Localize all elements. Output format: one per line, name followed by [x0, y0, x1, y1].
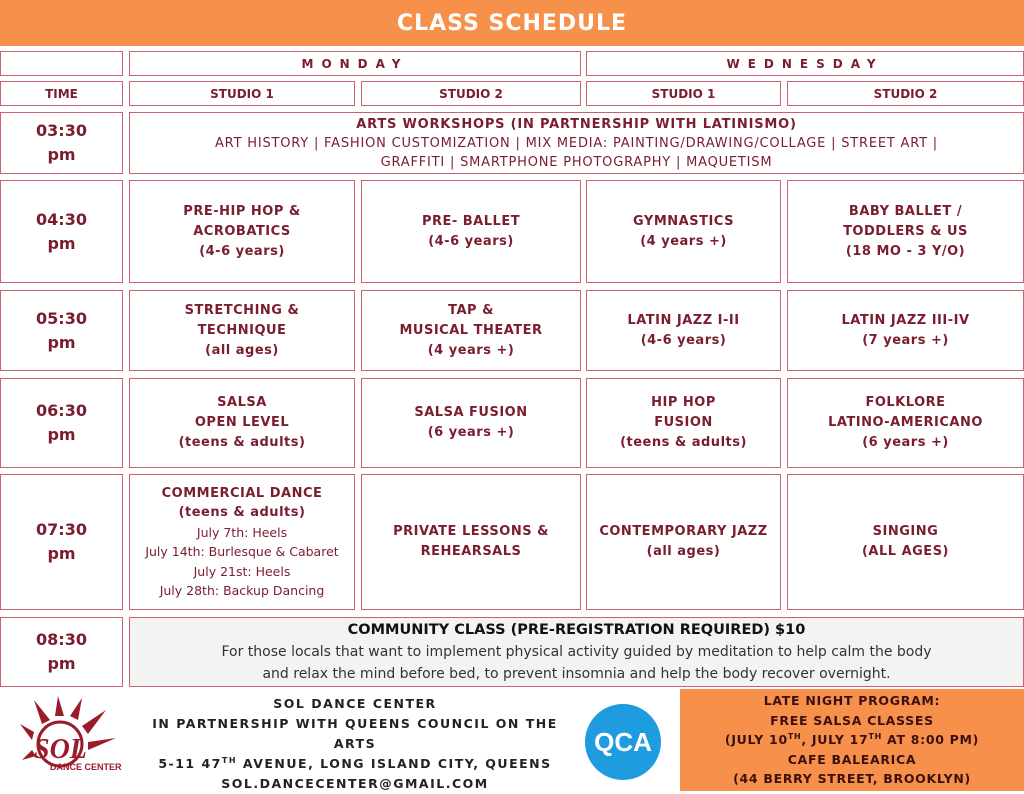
late-dates: (JULY 10TH, JULY 17TH AT 8:00 PM): [724, 732, 980, 748]
class-title: PRE-HIP HOP &: [183, 203, 301, 219]
class-private-lessons: [361, 474, 581, 610]
class-title: FOLKLORE: [865, 395, 946, 410]
time-value: 05:30: [36, 308, 87, 328]
workshop-line: GRAFFITI | SMARTPHONE PHOTOGRAPHY | MAQUETISM: [380, 154, 773, 170]
venue-address: (44 BERRY STREET, BROOKLYN): [733, 771, 971, 787]
class-folklore: [787, 378, 1024, 468]
time-pm: pm: [47, 332, 76, 352]
class-title: MUSICAL THEATER: [399, 322, 543, 338]
time-pm: pm: [47, 544, 76, 563]
class-title: CONTEMPORARY JAZZ: [599, 524, 768, 539]
class-age: (teens & adults): [178, 505, 306, 520]
class-title: LATIN JAZZ III-IV: [841, 312, 970, 328]
center-name: SOL DANCE CENTER: [273, 696, 437, 711]
class-age: (6 years +): [862, 435, 949, 450]
class-contemporary-jazz: [586, 474, 781, 610]
community-title: COMMUNITY CLASS (PRE-REGISTRATION REQUIRED) $10: [347, 622, 806, 638]
class-title: ACROBATICS: [193, 223, 291, 239]
time-0530: [0, 290, 123, 371]
late-night-program: [680, 689, 1024, 791]
class-title: PRIVATE LESSONS &: [393, 524, 549, 539]
time-value: 04:30: [36, 209, 87, 229]
class-age: (7 years +): [862, 332, 949, 348]
sol-dance-center-logo: [20, 694, 140, 786]
svg-text:DANCE CENTER: DANCE CENTER: [50, 762, 122, 772]
class-age: (18 MO - 3 Y/O): [845, 243, 966, 259]
class-tap: [361, 290, 581, 371]
late-title: LATE NIGHT PROGRAM:: [763, 693, 941, 709]
class-commercial-dance: [129, 474, 355, 610]
arts-workshops-cell: [129, 112, 1024, 174]
qca-logo: QCA: [585, 704, 661, 780]
class-title: SALSA FUSION: [414, 405, 528, 420]
time-pm: pm: [47, 654, 76, 673]
workshop-title: ARTS WORKSHOPS (IN PARTNERSHIP WITH LATINISMO): [356, 116, 797, 132]
class-title: SINGING: [872, 524, 939, 539]
time-0830: [0, 617, 123, 687]
class-latin-jazz-1: [586, 290, 781, 371]
class-date: July 7th: Heels: [196, 524, 288, 540]
class-title: TODDLERS & US: [843, 223, 968, 239]
class-title: BABY BALLET /: [848, 203, 963, 219]
time-value: 08:30: [36, 630, 87, 649]
class-title: FUSION: [654, 415, 713, 430]
class-salsa-open: [129, 378, 355, 468]
time-value: 03:30: [36, 121, 87, 140]
email-link[interactable]: SOL.DANCECENTER@GMAIL.COM: [221, 776, 489, 791]
class-age: (4 years +): [427, 342, 515, 358]
time-0730: [0, 474, 123, 610]
wed-studio1-header: STUDIO 1: [586, 81, 781, 106]
class-age: (all ages): [205, 342, 279, 358]
class-singing: [787, 474, 1024, 610]
class-title: REHEARSALS: [420, 544, 522, 559]
class-age: (ALL AGES): [861, 544, 949, 559]
time-value: 06:30: [36, 401, 87, 420]
time-0630: [0, 378, 123, 468]
class-pre-hip-hop: [129, 180, 355, 283]
class-stretching: [129, 290, 355, 371]
class-title: PRE- BALLET: [421, 213, 521, 229]
community-desc: and relax the mind before bed, to prevent insomnia and help the body recover overnight.: [262, 666, 891, 682]
day-monday: MONDAY: [129, 51, 581, 76]
class-latin-jazz-3: [787, 290, 1024, 371]
class-hip-hop-fusion: [586, 378, 781, 468]
day-wednesday: WEDNESDAY: [586, 51, 1024, 76]
class-title: STRETCHING &: [184, 302, 300, 318]
class-pre-ballet: [361, 180, 581, 283]
class-title: SALSA: [217, 395, 267, 410]
class-salsa-fusion: [361, 378, 581, 468]
class-age: (4-6 years): [640, 332, 727, 348]
time-pm: pm: [47, 425, 76, 444]
class-age: (4-6 years): [199, 243, 285, 259]
class-title: LATINO-AMERICANO: [828, 415, 983, 430]
class-date: July 21st: Heels: [193, 563, 291, 579]
class-date: July 14th: Burlesque & Cabaret: [145, 544, 339, 559]
class-title: COMMERCIAL DANCE: [161, 485, 323, 501]
time-pm: pm: [47, 233, 76, 253]
class-title: TECHNIQUE: [197, 322, 287, 338]
class-title: TAP &: [448, 302, 494, 318]
community-desc: For those locals that want to implement physical activity guided by meditation to help calm the body: [221, 644, 932, 660]
class-age: (4-6 years): [428, 233, 514, 249]
mon-studio1-header: STUDIO 1: [129, 81, 355, 106]
class-title: GYMNASTICS: [633, 213, 734, 229]
class-age: (all ages): [646, 544, 721, 559]
mon-studio2-header: STUDIO 2: [361, 81, 581, 106]
class-title: LATIN JAZZ I-II: [627, 312, 740, 328]
community-class-cell: [129, 617, 1024, 687]
class-title: OPEN LEVEL: [194, 415, 290, 430]
late-free: FREE SALSA CLASSES: [770, 712, 934, 728]
class-age: (teens & adults): [620, 435, 747, 450]
class-title: HIP HOP: [651, 395, 716, 410]
class-age: (4 years +): [640, 233, 727, 249]
time-value: 07:30: [36, 520, 87, 539]
schedule-title: CLASS SCHEDULE: [0, 0, 1024, 46]
footer-info: [0, 689, 680, 791]
partner-line: IN PARTNERSHIP WITH QUEENS COUNCIL ON THE ARTS: [152, 716, 558, 751]
wed-studio2-header: STUDIO 2: [787, 81, 1024, 106]
time-0430: [0, 180, 123, 283]
address-block: [140, 694, 570, 794]
blank-header: [0, 51, 123, 76]
class-date: July 28th: Backup Dancing: [159, 583, 325, 598]
workshop-line: ART HISTORY | FASHION CUSTOMIZATION | MIX MEDIA: PAINTING/DRAWING/COLLAGE | STREET ART |: [214, 135, 938, 151]
venue-name: CAFE BALEARICA: [787, 751, 917, 767]
time-pm: pm: [47, 145, 76, 164]
time-0330: [0, 112, 123, 174]
class-age: (teens & adults): [178, 435, 306, 450]
class-baby-ballet: [787, 180, 1024, 283]
class-age: (6 years +): [427, 425, 515, 440]
time-header: TIME: [0, 81, 123, 106]
svg-text:SOL: SOL: [34, 734, 87, 765]
address-line: 5-11 47TH AVENUE, LONG ISLAND CITY, QUEENS: [158, 755, 552, 771]
class-gymnastics: [586, 180, 781, 283]
